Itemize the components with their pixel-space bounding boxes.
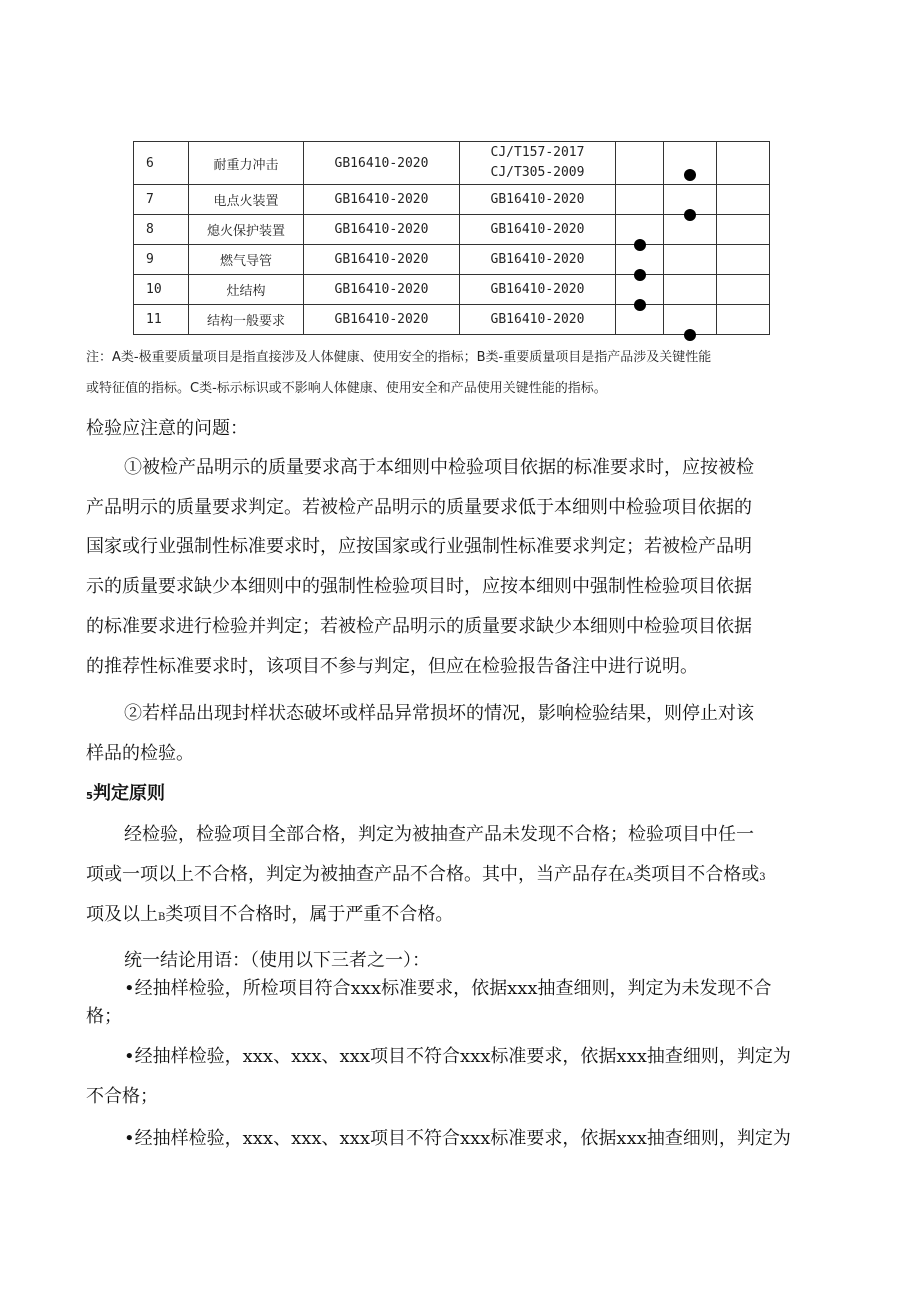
class-c-cell [717, 305, 770, 335]
standard-line: GB16410-2020 [490, 191, 585, 207]
table-row [134, 142, 770, 185]
class-b-cell [664, 245, 717, 275]
table-row [134, 215, 770, 245]
class-a-cell [616, 305, 664, 335]
standard-line: GB16410-2020 [490, 281, 585, 297]
note-line-2: 或特征值的指标。C类-标示标识或不影响人体健康、使用安全和产品使用关键性能的指标。 [86, 381, 607, 396]
item-name: 熄火保护装置 [189, 215, 304, 245]
item-name: 耐重力冲击 [189, 142, 304, 185]
inspection-items-table [133, 141, 770, 335]
item-test-standard: GB16410-2020 [304, 185, 460, 215]
conclusion-1-line-2: 格； [86, 1006, 122, 1027]
conclusion-3-line-1: •经抽样检验，xxx、xxx、xxx项目不符合xxx标准要求，依据xxx抽查细则，判定为 [124, 1128, 791, 1149]
class-c-cell [717, 215, 770, 245]
table-row [134, 245, 770, 275]
item-test-standard: GB16410-2020 [304, 142, 460, 185]
paragraph-line: 产品明示的质量要求判定。若被检产品明示的质量要求低于本细则中检验项目依据的 [86, 497, 752, 518]
section-5-heading [86, 779, 165, 805]
principle-line-1: 经检验，检验项目全部合格，判定为被抽查产品未发现不合格；检验项目中任一 [124, 824, 754, 845]
item-judgement-standard [460, 142, 616, 185]
table-row [134, 305, 770, 335]
conclusion-1-line-1: •经抽样检验，所检项目符合xxx标准要求，依据xxx抽查细则，判定为未发现不合 [124, 978, 772, 999]
standard-line: GB16410-2020 [490, 221, 585, 237]
item-name: 灶结构 [189, 275, 304, 305]
item-test-standard: GB16410-2020 [304, 245, 460, 275]
paragraph-line: 的标准要求进行检验并判定；若被检产品明示的质量要求缺少本细则中检验项目依据 [86, 616, 752, 637]
paragraph-line: 样品的检验。 [86, 743, 194, 764]
class-c-cell [717, 185, 770, 215]
class-a-cell [616, 215, 664, 245]
class-a-cell [616, 142, 664, 185]
item-number: 7 [134, 185, 189, 215]
item-judgement-standard [460, 305, 616, 335]
standard-line: GB16410-2020 [490, 311, 585, 327]
paragraph-line: 的推荐性标准要求时，该项目不参与判定，但应在检验报告备注中进行说明。 [86, 656, 698, 677]
item-name: 电点火装置 [189, 185, 304, 215]
principle-line-2: 项或一项以上不合格，判定为被抽查产品不合格。其中，当产品存在A类项目不合格或3 [86, 864, 766, 885]
table-row [134, 185, 770, 215]
inspection-title: 检验应注意的问题： [86, 418, 248, 439]
item-judgement-standard [460, 245, 616, 275]
item-test-standard: GB16410-2020 [304, 275, 460, 305]
conclusion-2-line-2: 不合格； [86, 1086, 158, 1107]
item-number: 9 [134, 245, 189, 275]
class-c-cell [717, 142, 770, 185]
class-b-cell [664, 305, 717, 335]
item-judgement-standard [460, 185, 616, 215]
class-mark-dot [684, 169, 696, 181]
standard-line: CJ/T157-2017 [490, 145, 585, 160]
paragraph-line: ①被检产品明示的质量要求高于本细则中检验项目依据的标准要求时，应按被检 [124, 457, 754, 478]
conclusion-2-line-1: •经抽样检验，xxx、xxx、xxx项目不符合xxx标准要求，依据xxx抽查细则，判定为 [124, 1046, 791, 1067]
item-test-standard: GB16410-2020 [304, 215, 460, 245]
conclusion-title: 统一结论用语：（使用以下三者之一）： [124, 950, 430, 971]
class-c-cell [717, 245, 770, 275]
note-line-1: 注：A类-极重要质量项目是指直接涉及人体健康、使用安全的指标；B类-重要质量项目是指产品涉及关键性能 [86, 350, 712, 365]
class-b-cell [664, 185, 717, 215]
standard-line: CJ/T305-2009 [490, 165, 585, 180]
class-mark-dot [684, 329, 696, 341]
paragraph-line: ②若样品出现封样状态破坏或样品异常损坏的情况，影响检验结果，则停止对该 [124, 703, 754, 724]
standard-line: GB16410-2020 [490, 251, 585, 267]
item-name: 燃气导管 [189, 245, 304, 275]
item-number: 6 [134, 142, 189, 185]
class-a-cell [616, 245, 664, 275]
item-judgement-standard [460, 215, 616, 245]
item-number: 11 [134, 305, 189, 335]
class-a-cell [616, 275, 664, 305]
item-number: 10 [134, 275, 189, 305]
section-title: 判定原则 [92, 783, 165, 804]
paragraph-line: 示的质量要求缺少本细则中的强制性检验项目时，应按本细则中强制性检验项目依据 [86, 576, 752, 597]
principle-line-3: 项及以上B类项目不合格时，属于严重不合格。 [86, 904, 454, 925]
item-test-standard: GB16410-2020 [304, 305, 460, 335]
item-name: 结构一般要求 [189, 305, 304, 335]
class-c-cell [717, 275, 770, 305]
class-a-cell [616, 185, 664, 215]
class-b-cell [664, 215, 717, 245]
item-number: 8 [134, 215, 189, 245]
table-row [134, 275, 770, 305]
class-b-cell [664, 142, 717, 185]
class-b-cell [664, 275, 717, 305]
item-judgement-standard [460, 275, 616, 305]
paragraph-line: 国家或行业强制性标准要求时，应按国家或行业强制性标准要求判定；若被检产品明 [86, 536, 752, 557]
section-number: 5 [86, 791, 93, 802]
